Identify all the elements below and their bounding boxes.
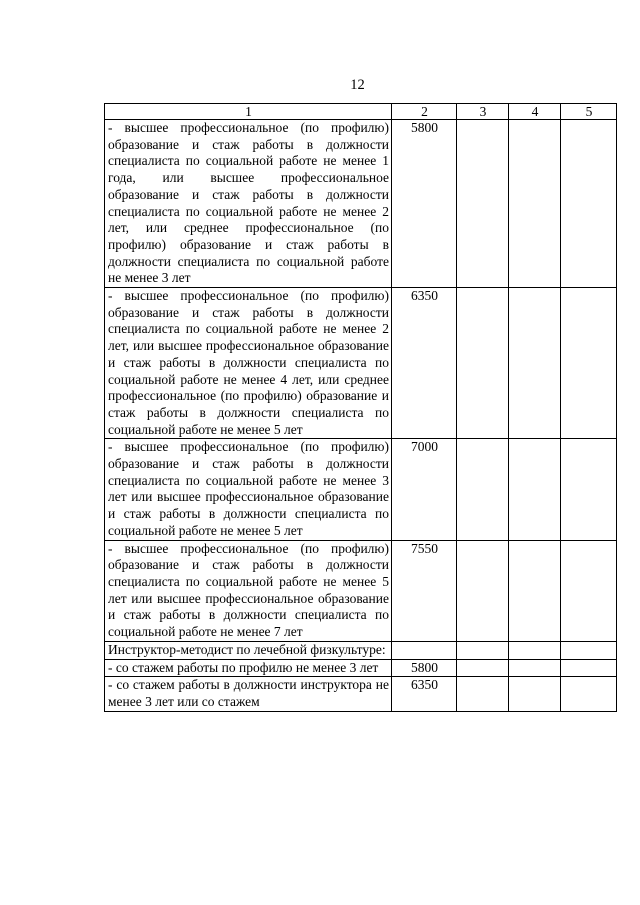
table-row	[105, 677, 617, 711]
salary-cell: 6350	[392, 677, 457, 711]
empty-cell	[561, 120, 617, 288]
header-cell: 3	[457, 104, 509, 120]
table-row	[105, 439, 617, 540]
description-cell: - высшее профессиональное (по профилю) образование и стаж работы в должности специалиста по социальной работе не менее 3 лет или высшее профессиональное образование и стаж работы в должности специалиста по социальной работе не менее 5 лет	[105, 439, 392, 540]
empty-cell	[457, 659, 509, 677]
description-cell: - со стажем работы по профилю не менее 3 лет	[105, 659, 392, 677]
empty-cell	[509, 641, 561, 659]
empty-cell	[561, 677, 617, 711]
empty-cell	[509, 540, 561, 641]
page-number: 12	[350, 77, 365, 93]
description-cell: - со стажем работы в должности инструктора не менее 3 лет или со стажем	[105, 677, 392, 711]
empty-cell	[457, 120, 509, 288]
header-cell: 1	[105, 104, 392, 120]
empty-cell	[509, 677, 561, 711]
description-cell: - высшее профессиональное (по профилю) образование и стаж работы в должности специалиста по социальной работе не менее 5 лет или высшее профессиональное образование и стаж работы в должности специалиста по социальной работе не менее 7 лет	[105, 540, 392, 641]
empty-cell	[561, 641, 617, 659]
empty-cell	[457, 288, 509, 439]
empty-cell	[457, 677, 509, 711]
empty-cell	[561, 439, 617, 540]
empty-cell	[509, 120, 561, 288]
table-row	[105, 288, 617, 439]
table-row	[105, 659, 617, 677]
empty-cell	[457, 540, 509, 641]
empty-cell	[509, 659, 561, 677]
table-header-row	[105, 104, 617, 120]
salary-cell: 6350	[392, 288, 457, 439]
empty-cell	[457, 641, 509, 659]
header-cell: 4	[509, 104, 561, 120]
empty-cell	[561, 659, 617, 677]
salary-cell: 7000	[392, 439, 457, 540]
table-row	[105, 641, 617, 659]
description-cell: - высшее профессиональное (по профилю) образование и стаж работы в должности специалиста по социальной работе не менее 1 года, или высшее профессиональное образование и стаж работы в должности специалиста по социальной работе не менее 2 лет, или среднее профессиональное (по профилю) образование и стаж работы в должности специалиста по социальной работе не менее 3 лет	[105, 120, 392, 288]
empty-cell	[509, 439, 561, 540]
empty-cell	[561, 288, 617, 439]
section-heading-cell: Инструктор-методист по лечебной физкультуре:	[105, 641, 392, 659]
header-cell: 2	[392, 104, 457, 120]
table-row	[105, 120, 617, 288]
description-cell: - высшее профессиональное (по профилю) образование и стаж работы в должности специалиста по социальной работе не менее 2 лет, или высшее профессиональное образование и стаж работы в должности специалиста по социальной работе не менее 4 лет, или среднее профессиональное (по профилю) образование и стаж работы в должности специалиста по социальной работе не менее 5 лет	[105, 288, 392, 439]
salary-cell	[392, 641, 457, 659]
empty-cell	[509, 288, 561, 439]
salary-cell: 5800	[392, 120, 457, 288]
empty-cell	[561, 540, 617, 641]
empty-cell	[457, 439, 509, 540]
salary-cell: 7550	[392, 540, 457, 641]
salary-table	[104, 103, 617, 712]
table-row	[105, 540, 617, 641]
header-cell: 5	[561, 104, 617, 120]
salary-cell: 5800	[392, 659, 457, 677]
